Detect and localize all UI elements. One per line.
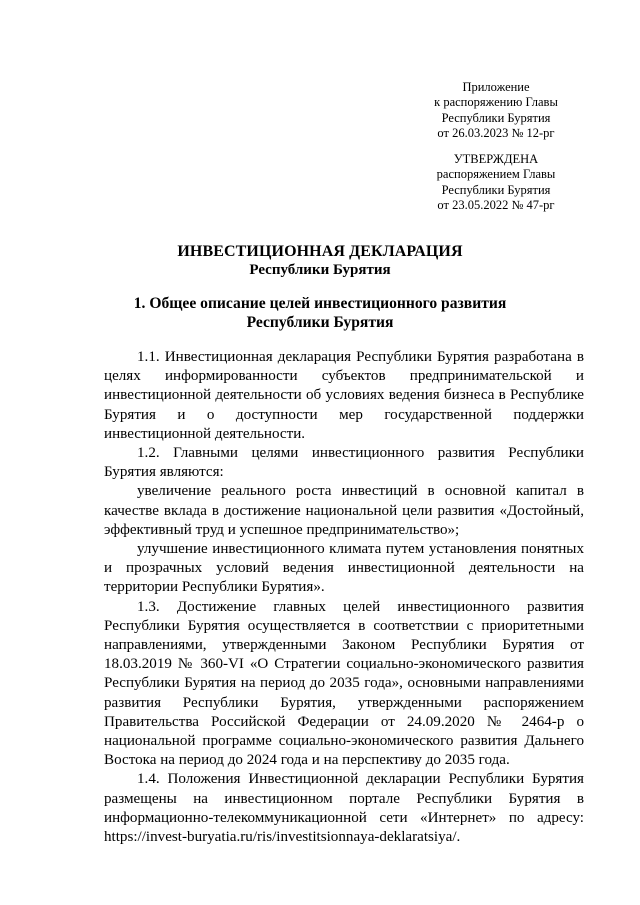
approved-line-2: распоряжением Главы	[436, 167, 556, 182]
document-body	[104, 348, 584, 847]
appendix-line-1: Приложение	[462, 80, 530, 94]
appendix-line-3: Республики Бурятия	[441, 110, 551, 125]
paragraph-1-1: 1.1. Инвестиционная декларация Республики Бурятия разработана в целях информированности субъектов предпринимательской и инвестиционной деятельности об условиях ведения бизнеса в Республике Бурятия и о доступности мер государственной поддержки инвестиционной деятельности.	[104, 349, 584, 442]
paragraph-1-2: 1.2. Главными целями инвестиционного развития Республики Бурятия являются:	[104, 445, 584, 481]
document-title-line-2: Республики Бурятия	[249, 262, 391, 278]
approved-line-3: Республики Бурятия	[441, 182, 551, 197]
paragraph-1-3: 1.3. Достижение главных целей инвестиционного развития Республики Бурятия осуществляется в соответствии с приоритетными направлениями, утвержденными Законом Республики Бурятия от 18.03.2019 № 360-VI «О Стратегии социально-экономического развития Республики Бурятия на период до 2035 года», основными направлениями развития Республики Бурятия, утвержденными распоряжением Правительства Российской Федерации от 24.09.2020 № 2464-р о национальной программе социально-экономического развития Дальнего Востока на период до 2024 года и на перспективу до 2035 года.	[104, 598, 584, 769]
document-title-line-1: ИНВЕСТИЦИОННАЯ ДЕКЛАРАЦИЯ	[177, 243, 463, 260]
appendix-line-2: к распоряжению Главы	[434, 95, 558, 110]
appendix-line-4: от 26.03.2023 № 12-рг	[437, 125, 555, 140]
section-heading-line-2: Республики Бурятия	[246, 314, 394, 331]
section-heading	[0, 294, 640, 332]
approved-stamp	[396, 152, 596, 213]
section-heading-line-1: 1. Общее описание целей инвестиционного развития	[133, 295, 507, 312]
approved-line-4: от 23.05.2022 № 47-рг	[437, 197, 555, 212]
document-title	[0, 242, 640, 280]
paragraph-goal-2: улучшение инвестиционного климата путем установления понятных и прозрачных условий ведения инвестиционной деятельности на территории Республики Бурятия».	[104, 541, 584, 596]
appendix-stamp	[396, 80, 596, 141]
approved-line-1: УТВЕРЖДЕНА	[453, 152, 539, 166]
paragraph-1-4: 1.4. Положения Инвестиционной декларации Республики Бурятия размещены на инвестиционном портале Республики Бурятия в информационно-телекоммуникационной сети «Интернет» по адресу: https://invest-buryatia.ru/ris/investitsionnaya-deklaratsiya/.	[104, 771, 584, 846]
paragraph-goal-1: увеличение реального роста инвестиций в основной капитал в качестве вклада в достижение национальной цели развития «Достойный, эффективный труд и успешное предпринимательство»;	[104, 483, 584, 538]
